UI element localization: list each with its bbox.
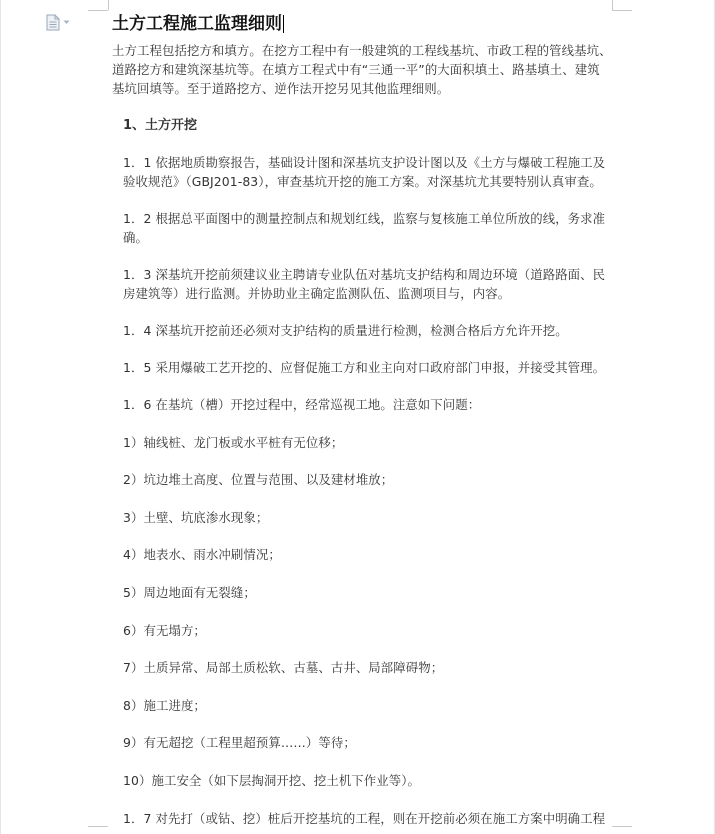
clause-1-2: 1．2 根据总平面图中的测量控制点和规划红线，监察与复核施工单位所放的线，务求准确。 — [123, 211, 606, 245]
list-item: 8）施工进度； — [123, 697, 206, 713]
text-cursor — [283, 15, 284, 33]
section-heading: 1、土方开挖 — [123, 118, 198, 133]
document-title-text: 土方工程施工监理细则 — [112, 14, 282, 34]
list-item: 6）有无塌方； — [123, 622, 206, 638]
list-item: 3）土壁、坑底渗水现象； — [123, 509, 269, 525]
clause-1-7: 1．7 对先打（或钻、挖）桩后开挖基坑的工程，则在开挖前必须在施工方案中明确工程 — [123, 810, 606, 826]
document-title[interactable] — [112, 10, 612, 38]
crop-mark — [612, 826, 632, 827]
clause-1-4: 1．4 深基坑开挖前还必须对支护结构的质量进行检测，检测合格后方允许开挖。 — [123, 323, 568, 338]
clause-1-5: 1．5 采用爆破工艺开挖的、应督促施工方和业主向对口政府部门申报，并接受其管理。 — [123, 360, 606, 375]
page-edge-left — [0, 0, 1, 834]
clause-1-6: 1．6 在基坑（槽）开挖过程中，经常巡视工地。注意如下问题： — [123, 397, 481, 412]
list-item: 10）施工安全（如下层掏洞开挖、挖土机下作业等）。 — [123, 772, 421, 788]
crop-mark — [612, 0, 613, 10]
intro-paragraph: 土方工程包括挖方和填方。在挖方工程中有一般建筑的工程线基坑、市政工程的管线基坑、道路挖方和建筑深基坑等。在填方工程式中有“三通一平”的大面积填土、路基填土、建筑基坑回填等。至于道路挖方、逆作法开挖另见其他监理细则。 — [112, 43, 612, 96]
list-item: 7）土质异常、局部土质松软、古墓、古井、局部障碍物； — [123, 660, 444, 676]
list-item: 1）轴线桩、龙门板或水平桩有无位移； — [123, 434, 344, 450]
list-item: 9）有无超挖（工程里超预算……）等待； — [123, 735, 356, 751]
document-nav-button[interactable] — [46, 12, 80, 32]
clause-1-1: 1．1 依据地质勘察报告，基础设计图和深基坑支护设计图以及《土方与爆破工程施工及验收规范》（GBJ201-83），审查基坑开挖的施工方案。对深基坑尤其要特别认真审查。 — [123, 155, 606, 189]
chevron-down-icon — [63, 20, 70, 25]
list-item: 5）周边地面有无裂缝； — [123, 584, 256, 600]
crop-mark — [108, 0, 109, 10]
list-item: 2）坑边堆土高度、位置与范围、以及建材堆放； — [123, 472, 394, 488]
crop-mark — [88, 10, 108, 11]
document-icon — [46, 14, 60, 31]
crop-mark — [88, 826, 108, 827]
crop-mark — [612, 10, 632, 11]
list-item: 4）地表水、雨水冲刷情况； — [123, 547, 281, 563]
document-body — [112, 10, 612, 828]
clause-1-3: 1．3 深基坑开挖前须建议业主聘请专业队伍对基坑支护结构和周边环境（道路路面、民房建筑等）进行监测。并协助业主确定监测队伍、监测项目与，内容。 — [123, 267, 606, 301]
